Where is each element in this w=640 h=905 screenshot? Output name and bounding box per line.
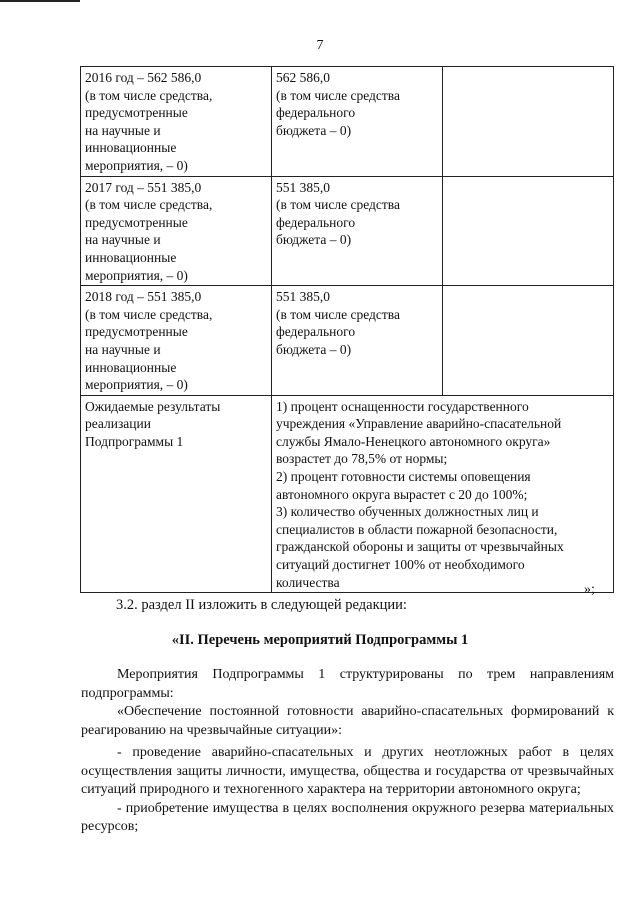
paragraph: Мероприятия Подпрограммы 1 структурированы по трем направлениям подпрограммы:: [81, 667, 614, 701]
cell-line: мероприятия, – 0): [85, 267, 188, 283]
cell-line: бюджета – 0): [276, 341, 352, 357]
cell-line: инновационные: [85, 249, 177, 265]
table-row: [81, 176, 614, 286]
cell-line: (в том числе средства: [276, 197, 400, 213]
cell-line: 2017 год – 551 385,0: [85, 179, 202, 195]
cell-line: (в том числе средства,: [85, 87, 213, 103]
empty-cell: [443, 286, 614, 396]
empty-cell: [443, 67, 614, 177]
cell-line: инновационные: [85, 359, 177, 375]
cell-line: на научные и: [85, 341, 161, 357]
section-body: [81, 666, 614, 837]
top-rule: [0, 0, 80, 2]
federal-budget-cell: [272, 286, 443, 396]
amendment-instruction: 3.2. раздел II изложить в следующей редакции:: [116, 597, 407, 613]
cell-line: Ожидаемые результаты: [85, 398, 221, 414]
table-row: [81, 286, 614, 396]
cell-line: гражданской обороны и защиты от чрезвычайных: [276, 539, 564, 555]
closing-quote: »;: [584, 582, 595, 597]
paragraph: «Обеспечение постоянной готовности аварийно-спасательных формирований к реагированию на чрезвычайные ситуации»:: [81, 704, 614, 738]
cell-line: предусмотренные: [85, 324, 188, 340]
empty-cell: [443, 176, 614, 286]
year-amount-cell: [81, 176, 272, 286]
table-row: [81, 67, 614, 177]
cell-line: федерального: [276, 105, 356, 121]
cell-line: учреждения «Управление аварийно-спасательной: [276, 416, 562, 432]
paragraph: - приобретение имущества в целях восполнения окружного резерва материальных ресурсов;: [81, 800, 614, 834]
cell-line: Подпрограммы 1: [85, 433, 184, 449]
cell-line: 551 385,0: [276, 179, 330, 195]
cell-line: 2016 год – 562 586,0: [85, 70, 202, 85]
cell-line: (в том числе средства: [276, 306, 400, 322]
cell-line: бюджета – 0): [276, 122, 352, 138]
section-heading: «II. Перечень мероприятий Подпрограммы 1: [171, 632, 469, 648]
cell-line: бюджета – 0): [276, 232, 352, 248]
cell-line: инновационные: [85, 140, 177, 156]
funding-table: [80, 66, 614, 593]
cell-line: специалистов в области пожарной безопасности,: [276, 521, 558, 537]
year-amount-cell: [81, 67, 272, 177]
cell-line: ситуаций достигнет 100% от необходимого: [276, 557, 525, 573]
cell-line: службы Ямало-Ненецкого автономного округа»: [276, 433, 551, 449]
results-text-cell: [272, 395, 614, 593]
cell-line: мероприятия, – 0): [85, 377, 188, 393]
cell-line: на научные и: [85, 232, 161, 248]
cell-line: (в том числе средства: [276, 87, 400, 103]
cell-line: федерального: [276, 324, 356, 340]
cell-line: возрастет до 78,5% от нормы;: [276, 451, 448, 467]
cell-line: предусмотренные: [85, 214, 188, 230]
cell-line: мероприятия, – 0): [85, 157, 188, 173]
cell-line: федерального: [276, 214, 356, 230]
cell-line: 3) количество обученных должностных лиц и: [276, 504, 539, 520]
cell-line: 551 385,0: [276, 289, 330, 305]
cell-line: предусмотренные: [85, 105, 188, 121]
cell-line: на научные и: [85, 122, 161, 138]
cell-line: (в том числе средства,: [85, 306, 213, 322]
cell-line: количества: [276, 574, 340, 590]
cell-line: 2) процент готовности системы оповещения: [276, 469, 531, 485]
cell-line: автономного округа вырастет с 20 до 100%;: [276, 486, 528, 502]
federal-budget-cell: [272, 67, 443, 177]
federal-budget-cell: [272, 176, 443, 286]
cell-line: 1) процент оснащенности государственного: [276, 398, 529, 414]
cell-line: реализации: [85, 416, 151, 432]
page-number: 7: [316, 38, 324, 53]
cell-line: 562 586,0: [276, 70, 330, 85]
year-amount-cell: [81, 286, 272, 396]
results-label-cell: [81, 395, 272, 593]
cell-line: 2018 год – 551 385,0: [85, 289, 202, 305]
cell-line: (в том числе средства,: [85, 197, 213, 213]
table-row-expected-results: [81, 395, 614, 593]
paragraph: - проведение аварийно-спасательных и других неотложных работ в целях осуществления защиты личности, имущества, общества и государства от чрезвычайных ситуаций природного и техногенного характера на территории автономного округа;: [81, 745, 614, 797]
